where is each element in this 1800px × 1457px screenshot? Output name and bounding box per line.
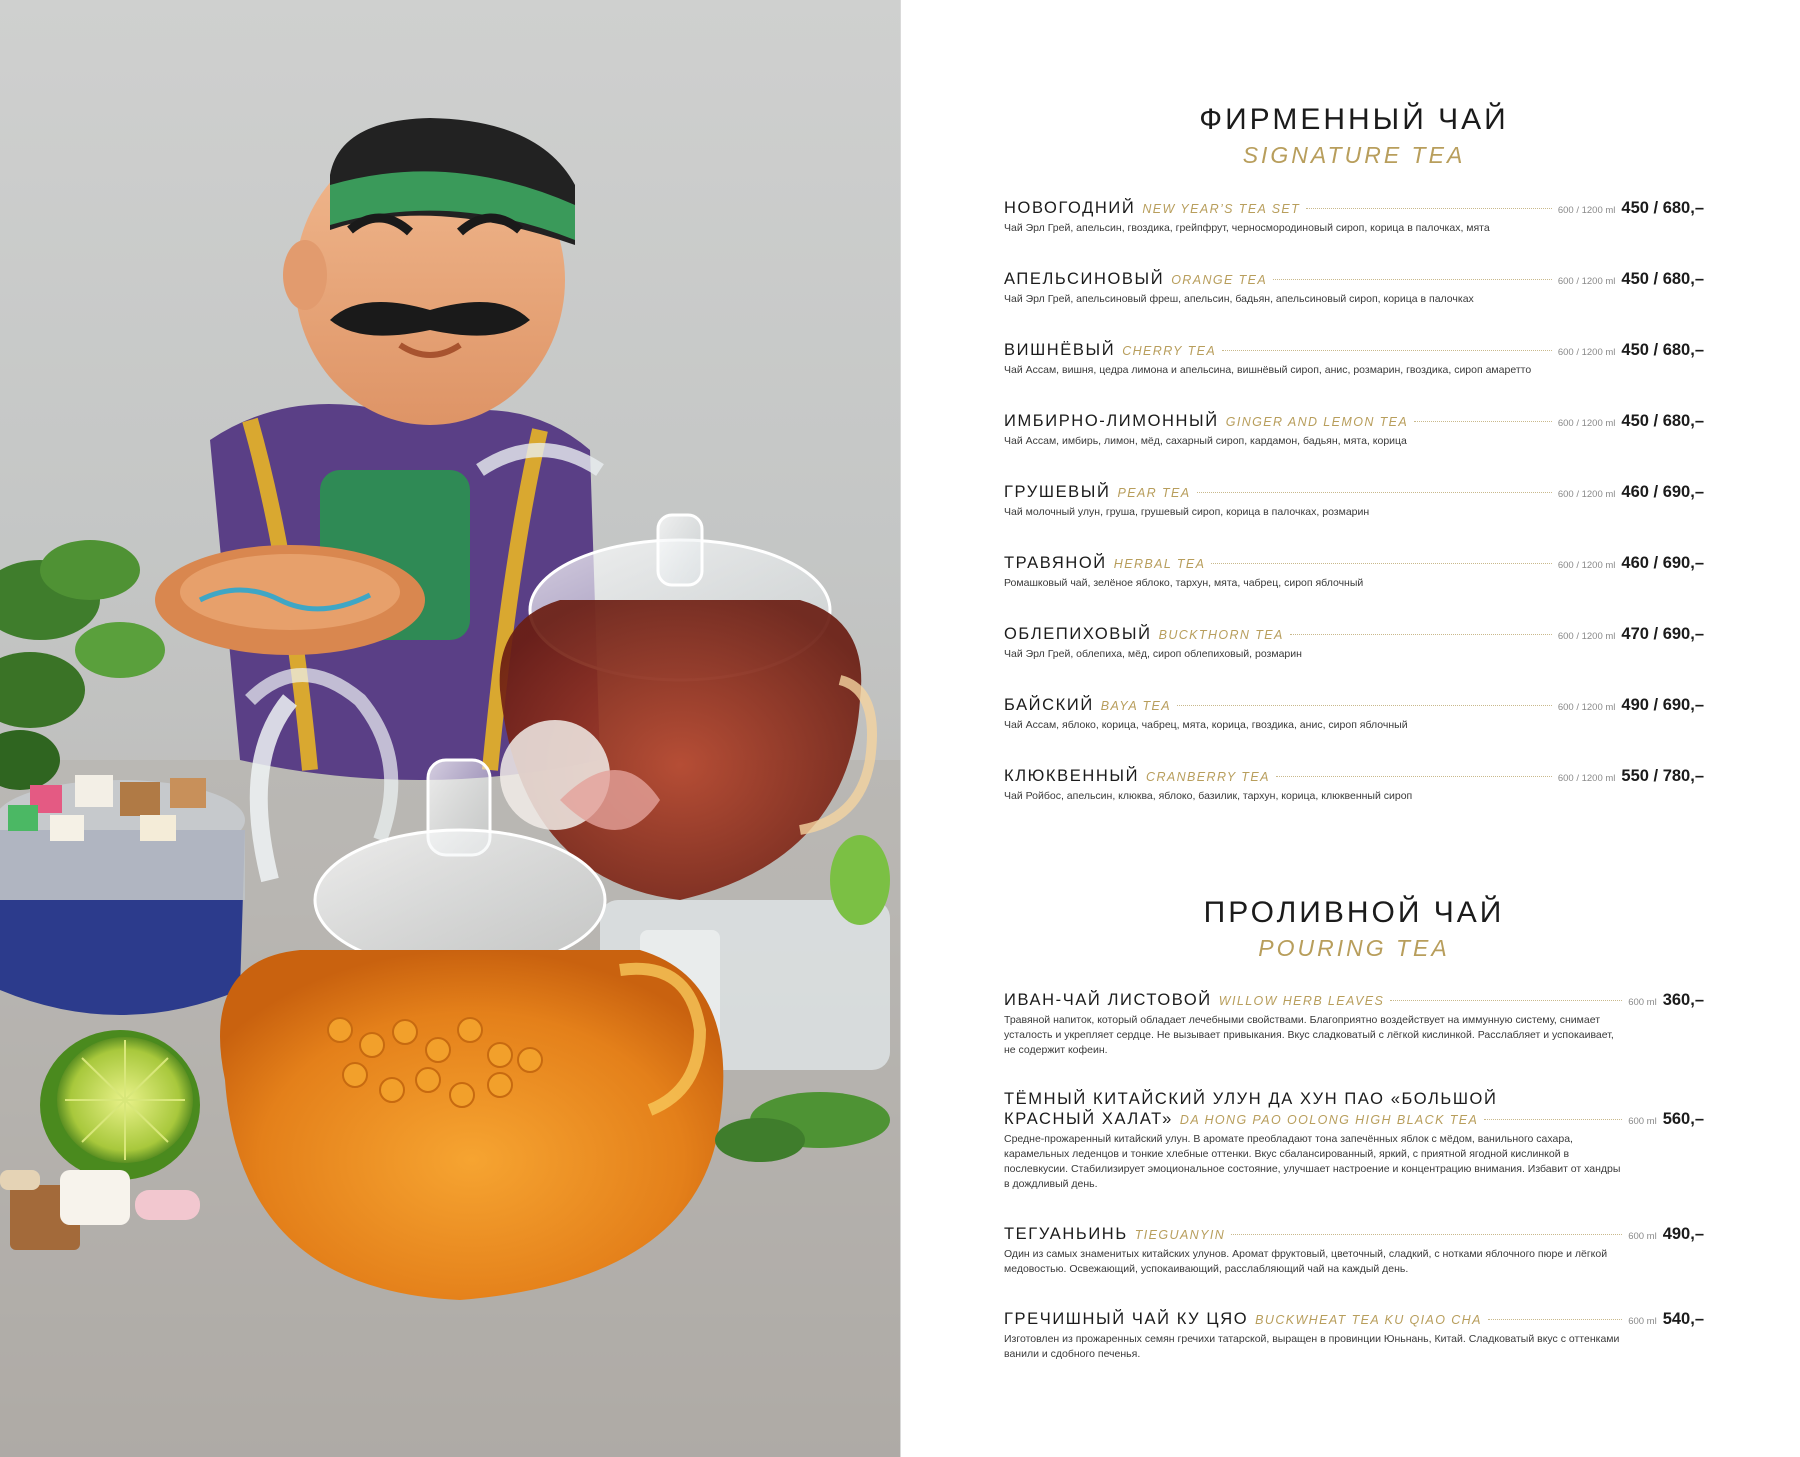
item-description: Травяной напиток, который обладает лечебными свойствами. Благоприятно воздействует на иммунную систему, снимает усталость и укрепляет сердце. Не вызывает привыкания. Вкус сладковатый с лёгкой кислинкой. Расслабляет и успокаивает, не содержит кофеин.	[1004, 1014, 1614, 1056]
item-description: Чай Эрл Грей, облепиха, мёд, сироп облепиховый, розмарин	[1004, 648, 1302, 660]
section-subtitle-signature: SIGNATURE TEA	[1242, 142, 1466, 168]
menu-item	[1004, 199, 1704, 236]
dot-leader	[1488, 1319, 1622, 1320]
item-price: 490,–	[1662, 1225, 1704, 1243]
item-description: Один из самых знаменитых китайских улунов. Аромат фруктовый, цветочный, сладкий, с нотками яблочного пюре и лёгкой медовостью. Освежающий, успокаивающий, расслабляющий чай на каждый день.	[1004, 1248, 1608, 1275]
item-name-en: NEW YEAR’S TEA SET	[1142, 202, 1301, 216]
item-volume: 600 / 1200 ml	[1557, 560, 1616, 571]
menu-item	[1004, 483, 1704, 520]
item-name: ТЕГУАНЬИНЬ	[1004, 1225, 1128, 1243]
menu-item	[1004, 696, 1704, 733]
item-name: КЛЮКВЕННЫЙ	[1004, 767, 1140, 785]
page-divider	[900, 0, 901, 1457]
item-description: Чай Эрл Грей, апельсин, гвоздика, грейпфрут, черносмородиновый сироп, корица в палочках, мята	[1004, 222, 1490, 234]
menu-item	[1004, 625, 1704, 662]
dot-leader	[1390, 1000, 1622, 1001]
dot-leader	[1211, 563, 1551, 564]
item-price: 560,–	[1662, 1110, 1704, 1128]
item-price: 490 / 690,–	[1621, 696, 1704, 714]
item-name: КРАСНЫЙ ХАЛАТ»	[1004, 1110, 1173, 1128]
section-title-pouring: ПРОЛИВНОЙ ЧАЙ	[1203, 896, 1505, 929]
menu-item	[1004, 554, 1704, 591]
item-description: Чай молочный улун, груша, грушевый сироп, корица в палочках, розмарин	[1004, 506, 1370, 518]
item-name: БАЙСКИЙ	[1004, 696, 1094, 714]
menu-item	[1004, 1090, 1704, 1192]
item-volume: 600 / 1200 ml	[1557, 347, 1616, 358]
dot-leader	[1231, 1234, 1622, 1235]
tea-menu	[1004, 0, 1704, 1457]
item-name-en: CHERRY TEA	[1122, 344, 1217, 358]
section-title-signature: ФИРМЕННЫЙ ЧАЙ	[1199, 103, 1509, 136]
item-price: 450 / 680,–	[1621, 270, 1704, 288]
item-name: НОВОГОДНИЙ	[1004, 199, 1136, 217]
item-price: 450 / 680,–	[1621, 341, 1704, 359]
menu-item	[1004, 991, 1704, 1058]
item-description: Чай Ройбос, апельсин, клюква, яблоко, базилик, тархун, корица, клюквенный сироп	[1004, 790, 1413, 802]
item-volume: 600 ml	[1628, 1116, 1657, 1127]
item-name: ГРЕЧИШНЫЙ ЧАЙ КУ ЦЯО	[1004, 1310, 1249, 1328]
dot-leader	[1197, 492, 1552, 493]
item-price: 450 / 680,–	[1621, 199, 1704, 217]
item-name-line1: ТЁМНЫЙ КИТАЙСКИЙ УЛУН ДА ХУН ПАО «БОЛЬШОЙ	[1004, 1090, 1498, 1108]
item-description: Чай Ассам, имбирь, лимон, мёд, сахарный сироп, кардамон, бадьян, мята, корица	[1004, 435, 1407, 447]
item-name: ТРАВЯНОЙ	[1004, 554, 1107, 572]
item-name-en: TIEGUANYIN	[1134, 1228, 1226, 1242]
item-name-en: GINGER AND LEMON TEA	[1225, 415, 1409, 429]
item-name-en: DA HONG PAO OOLONG HIGH BLACK TEA	[1179, 1113, 1479, 1127]
item-volume: 600 / 1200 ml	[1557, 489, 1616, 500]
item-name-en: BUCKTHORN TEA	[1158, 628, 1284, 642]
item-price: 360,–	[1662, 991, 1704, 1009]
item-name-en: WILLOW HERB LEAVES	[1218, 994, 1385, 1008]
sugar-bowl-icon	[0, 775, 245, 1015]
item-volume: 600 ml	[1628, 1231, 1657, 1242]
item-volume: 600 / 1200 ml	[1557, 205, 1616, 216]
item-price: 460 / 690,–	[1621, 554, 1704, 572]
item-price: 550 / 780,–	[1621, 767, 1704, 785]
menu-item	[1004, 270, 1704, 307]
item-name-en: CRANBERRY TEA	[1146, 770, 1270, 784]
dot-leader	[1273, 279, 1552, 280]
item-name: АПЕЛЬСИНОВЫЙ	[1004, 270, 1165, 288]
section-subtitle-pouring: POURING TEA	[1258, 935, 1450, 961]
item-price: 460 / 690,–	[1621, 483, 1704, 501]
menu-item	[1004, 767, 1704, 804]
item-name-en: PEAR TEA	[1117, 486, 1191, 500]
item-volume: 600 / 1200 ml	[1557, 276, 1616, 287]
dot-leader	[1177, 705, 1552, 706]
mint-leaves-icon	[0, 540, 165, 790]
item-description: Средне-прожаренный китайский улун. В аромате преобладают тона запечённых яблок с мёдом, ванильного сахара, карамельных леденцов и тонкие хлебные оттенки. Вкус сбалансированный, яркий, с приятной ягодной кислинкой в послевкусии. Стабилизирует эмоциональное состояние, улучшает настроение и концентрацию внимания. Избавит от хандры в дождливый день.	[1004, 1133, 1621, 1190]
dot-leader	[1290, 634, 1552, 635]
item-name-en: BAYA TEA	[1100, 699, 1172, 713]
dot-leader	[1222, 350, 1552, 351]
item-price: 470 / 690,–	[1621, 625, 1704, 643]
dot-leader	[1306, 208, 1552, 209]
item-description: Изготовлен из прожаренных семян гречихи татарской, выращен в провинции Юньнань, Китай. Сладковатый вкус с оттенками ванили и сдобного печенья.	[1004, 1333, 1620, 1360]
item-name: ИМБИРНО-ЛИМОННЫЙ	[1004, 412, 1219, 430]
menu-item	[1004, 341, 1704, 378]
item-name: ВИШНЁВЫЙ	[1004, 341, 1116, 359]
item-volume: 600 ml	[1628, 1316, 1657, 1327]
item-volume: 600 / 1200 ml	[1557, 631, 1616, 642]
item-name-en: HERBAL TEA	[1113, 557, 1206, 571]
dot-leader	[1484, 1119, 1622, 1120]
item-description: Чай Эрл Грей, апельсиновый фреш, апельсин, бадьян, апельсиновый сироп, корица в палочках	[1004, 293, 1474, 305]
item-volume: 600 ml	[1628, 997, 1657, 1008]
item-price: 450 / 680,–	[1621, 412, 1704, 430]
item-price: 540,–	[1662, 1310, 1704, 1328]
item-name: ГРУШЕВЫЙ	[1004, 483, 1111, 501]
lime-icon	[40, 1030, 200, 1180]
item-volume: 600 / 1200 ml	[1557, 418, 1616, 429]
item-description: Чай Ассам, яблоко, корица, чабрец, мята, корица, гвоздика, анис, сироп яблочный	[1004, 719, 1408, 731]
menu-item	[1004, 1310, 1704, 1362]
item-volume: 600 / 1200 ml	[1557, 702, 1616, 713]
menu-item	[1004, 412, 1704, 449]
item-description: Ромашковый чай, зелёное яблоко, тархун, мята, чабрец, сироп яблочный	[1004, 577, 1364, 589]
dot-leader	[1414, 421, 1552, 422]
dot-leader	[1276, 776, 1552, 777]
item-name: ОБЛЕПИХОВЫЙ	[1004, 625, 1152, 643]
item-name: ИВАН-ЧАЙ ЛИСТОВОЙ	[1004, 991, 1212, 1009]
item-name-en: BUCKWHEAT TEA KU QIAO CHA	[1255, 1313, 1482, 1327]
item-description: Чай Ассам, вишня, цедра лимона и апельсина, вишнёвый сироп, анис, розмарин, гвоздика, сироп амаретто	[1004, 364, 1532, 376]
item-name-en: ORANGE TEA	[1171, 273, 1268, 287]
item-volume: 600 / 1200 ml	[1557, 773, 1616, 784]
menu-item	[1004, 1225, 1704, 1277]
